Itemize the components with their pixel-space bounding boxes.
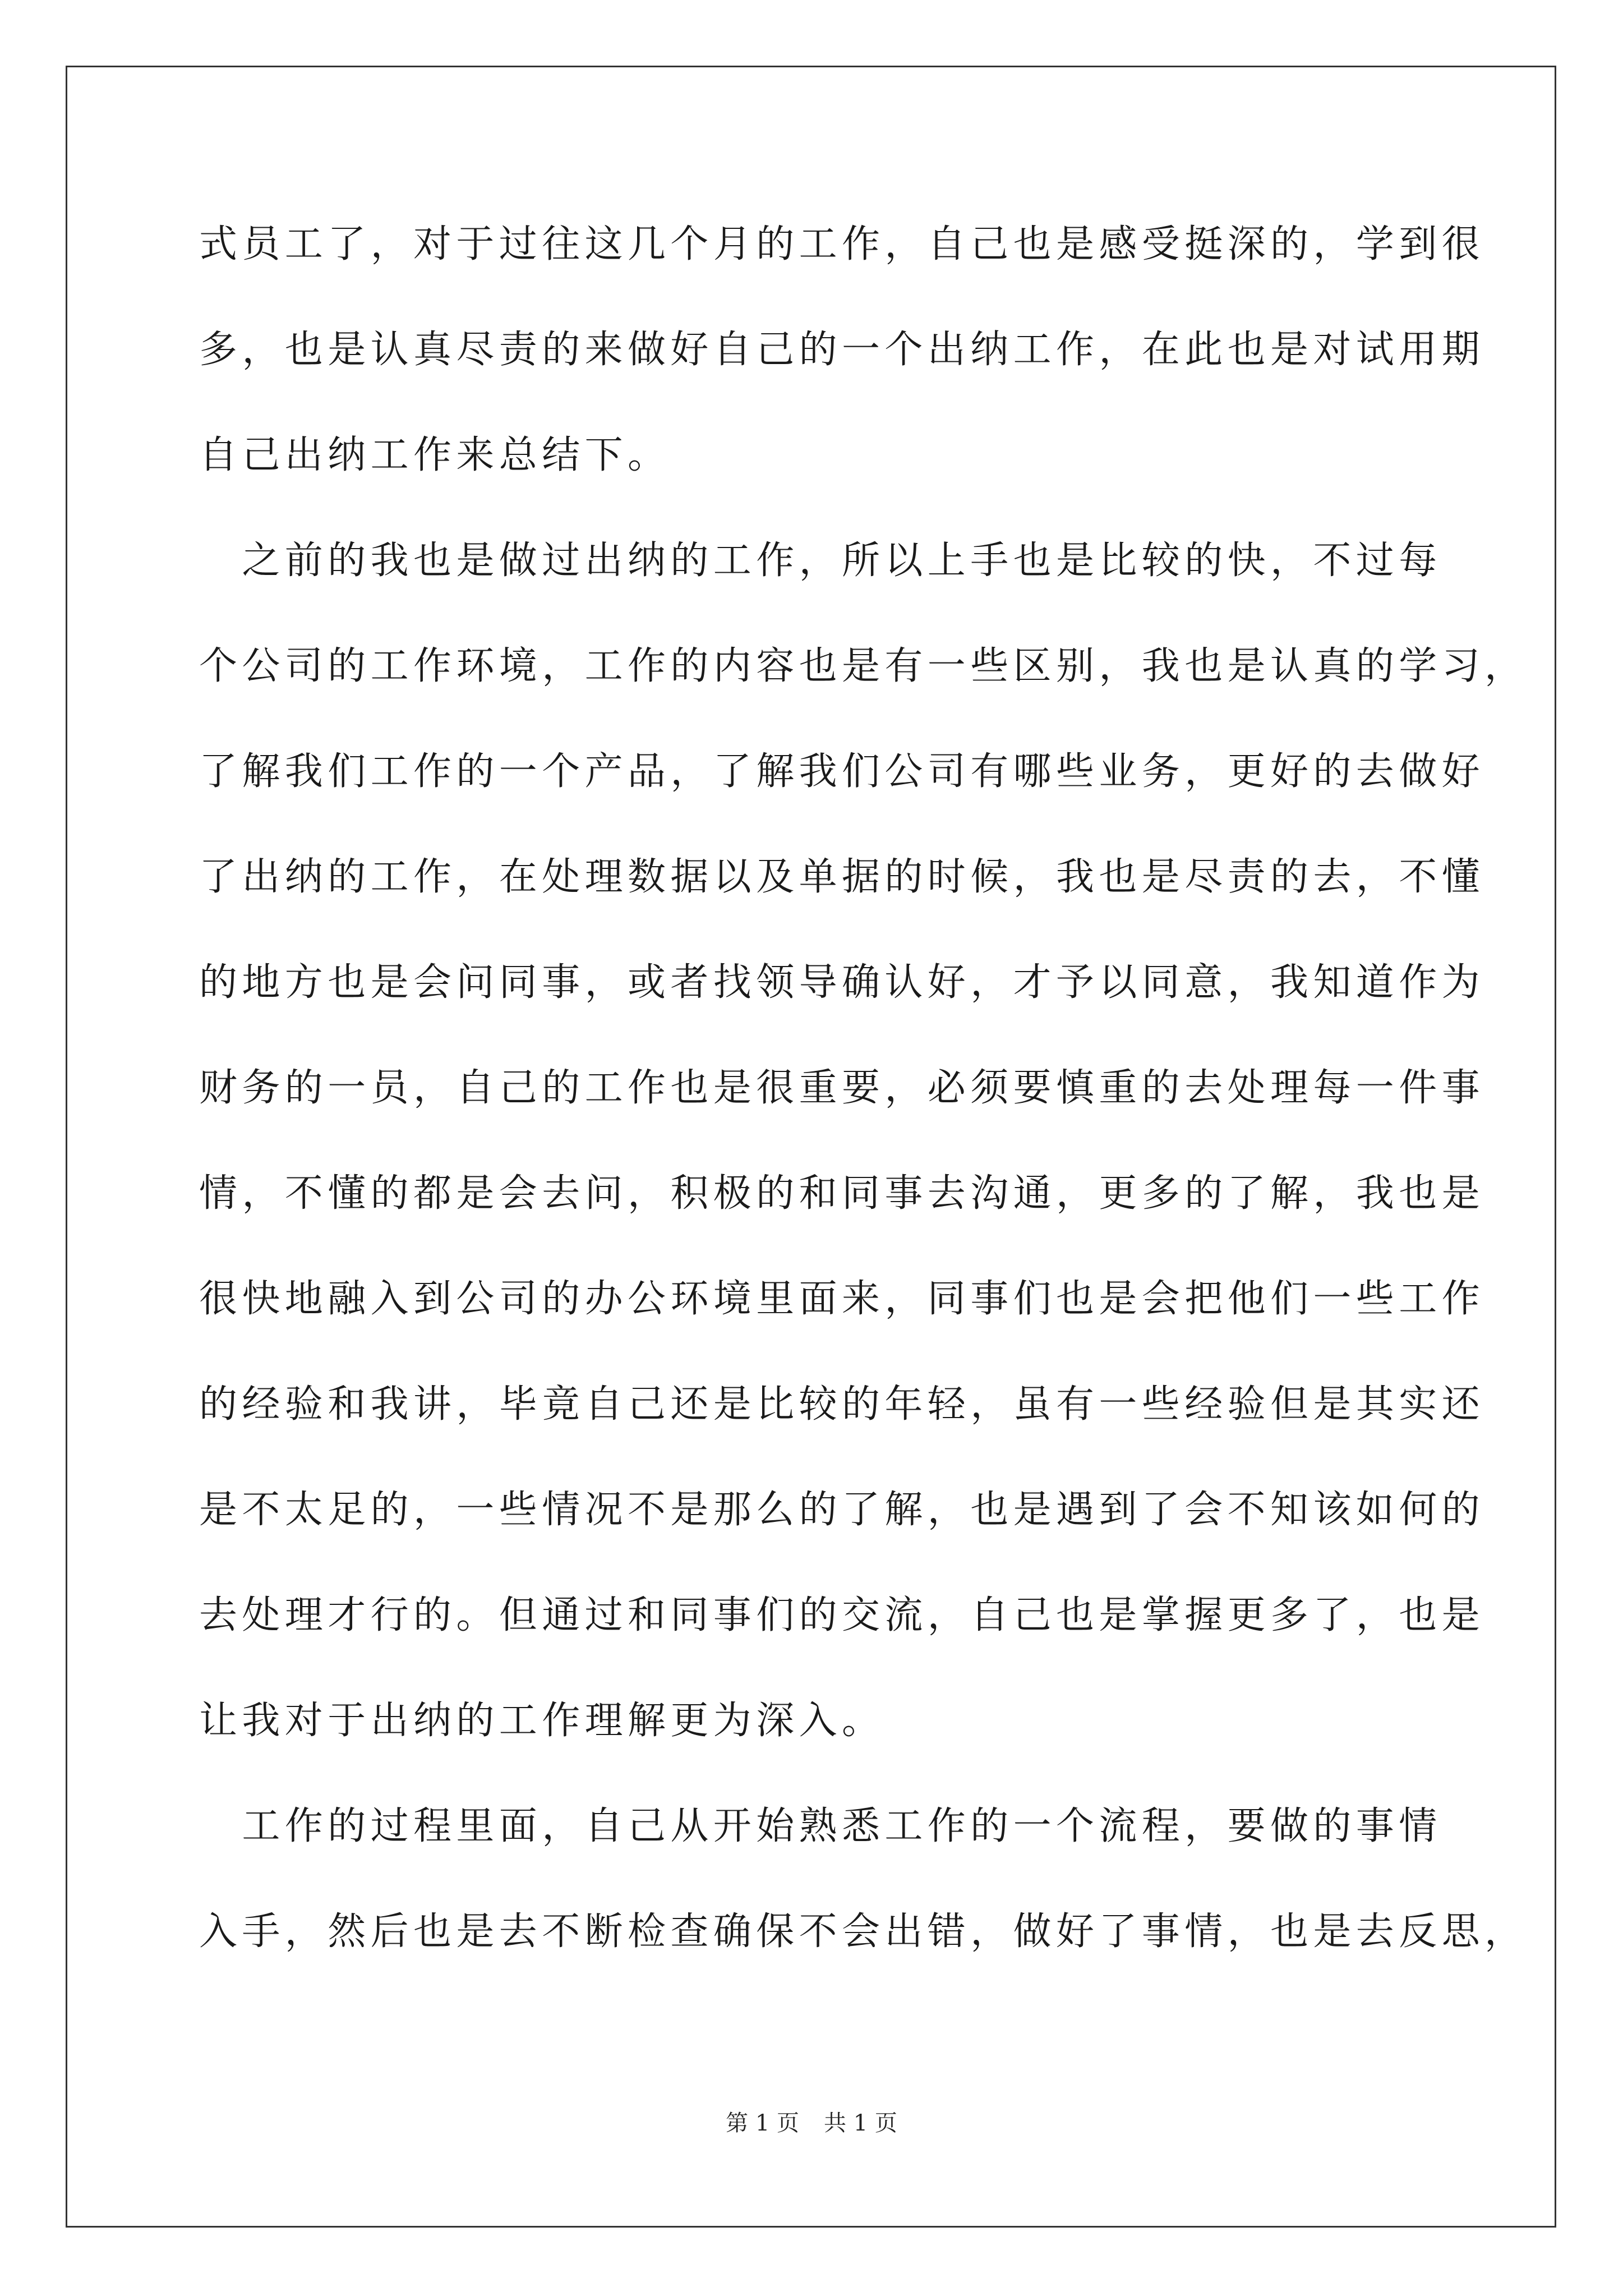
text-line: 个公司的工作环境，工作的内容也是有一些区别，我也是认真的学习， (199, 644, 1528, 688)
page-footer (0, 2106, 1623, 2140)
text-line: 入手，然后也是去不断检查确保不会出错，做好了事情，也是去反思， (199, 1910, 1528, 1954)
text-line: 了解我们工作的一个产品，了解我们公司有哪些业务，更好的去做好 (199, 749, 1485, 794)
text-line: 去处理才行的。但通过和同事们的交流，自己也是掌握更多了，也是 (199, 1593, 1485, 1637)
document-body (199, 212, 1528, 2005)
text-line: 财务的一员，自己的工作也是很重要，必须要慎重的去处理每一件事 (199, 1066, 1485, 1110)
text-line: 式员工了，对于过往这几个月的工作，自己也是感受挺深的，学到很 (199, 222, 1485, 266)
text-line: 的地方也是会问同事，或者找领导确认好，才予以同意，我知道作为 (199, 960, 1485, 1005)
text-line: 工作的过程里面，自己从开始熟悉工作的一个流程，要做的事情 (199, 1804, 1442, 1848)
text-line: 是不太足的，一些情况不是那么的了解，也是遇到了会不知该如何的 (199, 1488, 1485, 1532)
text-line: 多，也是认真尽责的来做好自己的一个出纳工作，在此也是对试用期 (199, 328, 1485, 372)
text-line: 之前的我也是做过出纳的工作，所以上手也是比较的快，不过每 (199, 539, 1442, 583)
text-line: 让我对于出纳的工作理解更为深入。 (199, 1699, 885, 1743)
text-line: 很快地融入到公司的办公环境里面来，同事们也是会把他们一些工作 (199, 1277, 1485, 1321)
text-line: 的经验和我讲，毕竟自己还是比较的年轻，虽有一些经验但是其实还 (199, 1382, 1485, 1427)
text-line: 情，不懂的都是会去问，积极的和同事去沟通，更多的了解，我也是 (199, 1171, 1485, 1216)
text-line: 了出纳的工作，在处理数据以及单据的时候，我也是尽责的去，不懂 (199, 855, 1485, 899)
text-line: 自己出纳工作来总结下。 (199, 433, 671, 477)
page-number-current: 第 1 页 (726, 2110, 799, 2136)
page-number-total: 共 1 页 (824, 2110, 897, 2136)
